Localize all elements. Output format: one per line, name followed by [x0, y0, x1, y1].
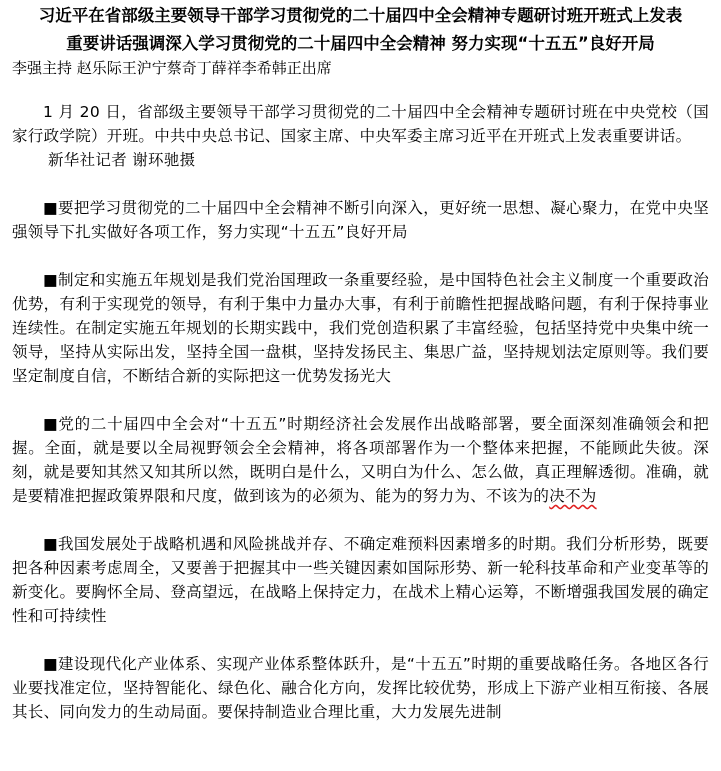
blank-line — [0, 244, 721, 268]
headline-line-2: 重要讲话强调深入学习贯彻党的二十届四中全会精神 努力实现“十五五”良好开局 — [66, 34, 655, 53]
key-point-5: ■建设现代化产业体系、实现产业体系整体跃升，是“十五五”时期的重要战略任务。各地区各行业要找准定位，坚持智能化、绿色化、融合化方向，发挥比较优势，形成上下游产业相互衔接、各展其长、同向发力的生动局面。要保持制造业合理比重，大力发展先进制 — [12, 655, 709, 721]
key-point-2: ■制定和实施五年规划是我们党治国理政一条重要经验，是中国特色社会主义制度一个重要政治优势，有利于实现党的领导，有利于集中力量办大事，有利于前瞻性把握战略问题，有利于保持事业连续性。在制定实施五年规划的长期实践中，我们党创造积累了丰富经验，包括坚持党中央集中统一领导，坚持从实际出发，坚持全国一盘棋，坚持发扬民主、集思广益，坚持规划法定原则等。我们要坚定制度自信，不断结合新的实际把这一优势发扬光大 — [12, 271, 709, 385]
blank-line — [0, 508, 721, 532]
lead-paragraph: 1 月 20 日，省部级主要领导干部学习贯彻党的二十届四中全会精神专题研讨班在中央党校（国家行政学院）开班。中共中央总书记、国家主席、中央军委主席习近平在开班式上发表重要讲话。 — [12, 103, 709, 145]
photo-caption: 新华社记者 谢环驰摄 — [48, 151, 196, 169]
spacer — [0, 80, 721, 100]
blank-line — [0, 388, 721, 412]
headline-line-1: 习近平在省部级主要领导干部学习贯彻党的二十届四中全会精神专题研讨班开班式上发表 — [38, 6, 683, 25]
blank-line — [0, 628, 721, 652]
key-point-4: ■我国发展处于战略机遇和风险挑战并存、不确定难预料因素增多的时期。我们分析形势，既要把各种因素考虑周全，又要善于把握其中一些关键因素如国际形势、新一轮科技革命和产业变革等的新变化。要胸怀全局、登高望远，在战略上保持定力，在战术上精心运筹，不断增强我国发展的确定性和可持续性 — [12, 535, 709, 625]
spellcheck-marked-text[interactable]: 决不为 — [549, 487, 597, 505]
key-point-3-text: ■党的二十届四中全会对“十五五”时期经济社会发展作出战略部署，要全面深刻准确领会和把握。全面，就是要以全局视野领会全会精神，将各项部署作为一个整体来把握，不能顾此失彼。深刻，就是要知其然又知其所以然，既明白是什么，又明白为什么、怎么做，真正理解透彻。准确，就是要精准把握政策界限和尺度，做到该为的必须为、能为的努力为、不该为的 — [12, 415, 709, 505]
key-point-1: ■要把学习贯彻党的二十届四中全会精神不断引向深入，更好统一思想、凝心聚力，在党中央坚强领导下扎实做好各项工作，努力实现“十五五”良好开局 — [12, 199, 709, 241]
attendance-line: 李强主持 赵乐际王沪宁蔡奇丁薛祥李希韩正出席 — [12, 59, 332, 77]
headline — [0, 0, 721, 56]
blank-line — [0, 172, 721, 196]
key-point-3 — [0, 412, 721, 508]
